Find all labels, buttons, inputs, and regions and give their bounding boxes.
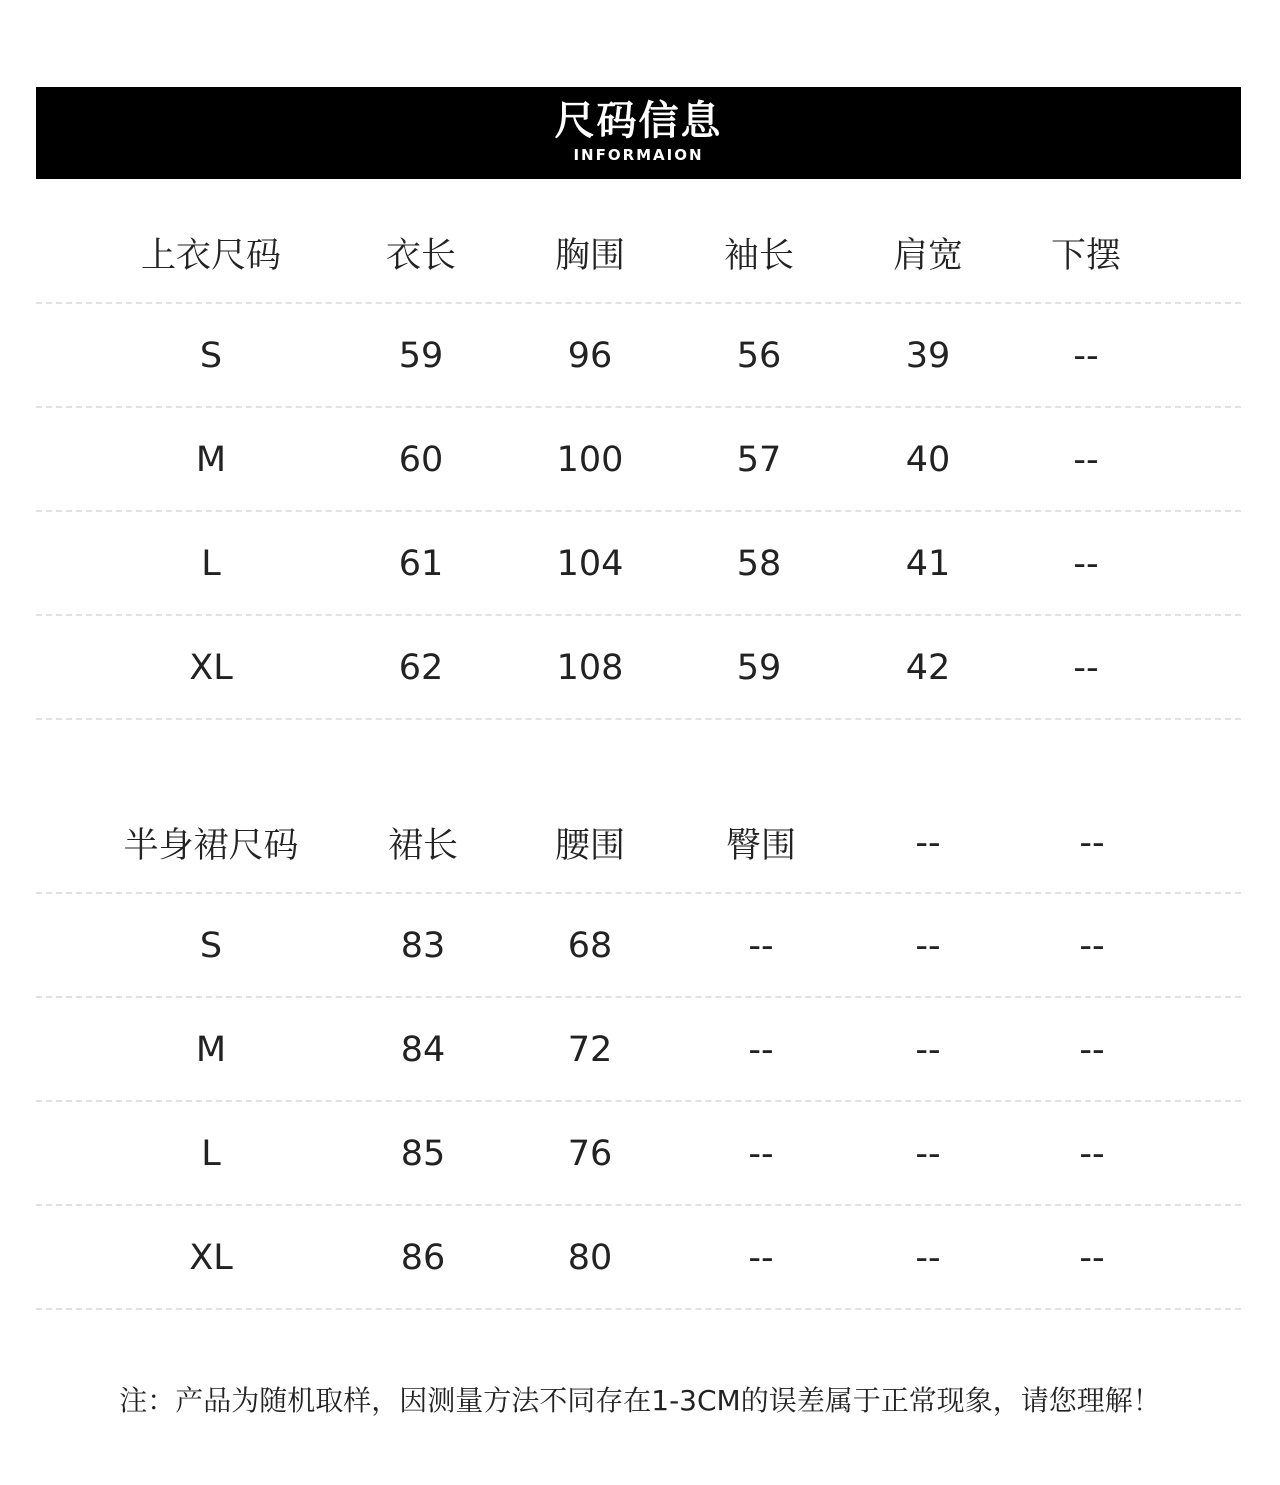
table-cell: -- xyxy=(1079,1134,1105,1174)
banner-subtitle: INFORMAION xyxy=(573,146,704,164)
table-cell: 42 xyxy=(905,648,951,688)
table-cell: -- xyxy=(1079,1030,1105,1070)
table-cell: 61 xyxy=(398,544,444,584)
table-cell: 39 xyxy=(905,336,951,376)
header-cell: -- xyxy=(915,823,941,863)
skirt-size-table xyxy=(36,792,1241,1310)
table-header-row xyxy=(36,202,1241,304)
dashed-divider xyxy=(36,718,1241,720)
table-row xyxy=(36,512,1241,616)
table-cell: -- xyxy=(915,926,941,966)
table-cell: -- xyxy=(748,1030,774,1070)
table-cell: -- xyxy=(748,1238,774,1278)
table-cell: -- xyxy=(1073,440,1099,480)
table-cell: 57 xyxy=(736,440,782,480)
table-row xyxy=(36,894,1241,998)
table-row xyxy=(36,998,1241,1102)
header-cell: 衣长 xyxy=(385,236,456,276)
header-cell: 裙长 xyxy=(387,826,458,866)
table-cell: 62 xyxy=(398,648,444,688)
top-size-table xyxy=(36,202,1241,720)
table-cell: -- xyxy=(1073,648,1099,688)
table-cell: 100 xyxy=(556,440,624,480)
table-cell: -- xyxy=(1079,1238,1105,1278)
header-cell: 肩宽 xyxy=(892,236,963,276)
table-cell: 41 xyxy=(905,544,951,584)
table-header-row xyxy=(36,792,1241,894)
header-cell: 腰围 xyxy=(554,826,625,866)
table-cell: 85 xyxy=(400,1134,446,1174)
table-cell: 108 xyxy=(556,648,624,688)
table-row xyxy=(36,304,1241,408)
header-cell: 半身裙尺码 xyxy=(123,826,299,866)
header-cell: 胸围 xyxy=(554,236,625,276)
header-cell: -- xyxy=(1079,823,1105,863)
table-row xyxy=(36,1102,1241,1206)
dashed-divider xyxy=(36,1308,1241,1310)
table-row xyxy=(36,616,1241,720)
header-cell: 下摆 xyxy=(1050,236,1121,276)
table-cell: L xyxy=(201,544,221,584)
banner-title: 尺码信息 xyxy=(554,98,723,144)
table-cell: 40 xyxy=(905,440,951,480)
table-row xyxy=(36,1206,1241,1310)
table-cell: 58 xyxy=(736,544,782,584)
table-cell: L xyxy=(201,1134,221,1174)
table-cell: M xyxy=(195,1030,227,1070)
table-cell: 56 xyxy=(736,336,782,376)
table-cell: -- xyxy=(915,1238,941,1278)
table-cell: -- xyxy=(915,1134,941,1174)
table-cell: XL xyxy=(189,1238,233,1278)
table-cell: -- xyxy=(748,926,774,966)
table-cell: XL xyxy=(189,648,233,688)
size-info-banner xyxy=(36,87,1241,179)
table-cell: 68 xyxy=(567,926,613,966)
table-cell: S xyxy=(199,336,223,376)
header-cell: 上衣尺码 xyxy=(140,236,281,276)
table-cell: 84 xyxy=(400,1030,446,1070)
table-cell: -- xyxy=(1073,544,1099,584)
header-cell: 袖长 xyxy=(723,236,794,276)
measurement-note: 注：产品为随机取样，因测量方法不同存在1-3CM的误差属于正常现象，请您理解！ xyxy=(119,1384,1161,1417)
table-cell: 59 xyxy=(736,648,782,688)
table-cell: 72 xyxy=(567,1030,613,1070)
header-cell: 臀围 xyxy=(725,826,796,866)
table-cell: -- xyxy=(748,1134,774,1174)
table-cell: -- xyxy=(915,1030,941,1070)
table-cell: -- xyxy=(1073,336,1099,376)
table-cell: 76 xyxy=(567,1134,613,1174)
table-cell: 86 xyxy=(400,1238,446,1278)
table-cell: 96 xyxy=(567,336,613,376)
table-row xyxy=(36,408,1241,512)
table-cell: 80 xyxy=(567,1238,613,1278)
table-cell: 104 xyxy=(556,544,624,584)
table-cell: 60 xyxy=(398,440,444,480)
table-cell: 59 xyxy=(398,336,444,376)
table-cell: M xyxy=(195,440,227,480)
table-cell: S xyxy=(199,926,223,966)
table-cell: 83 xyxy=(400,926,446,966)
table-cell: -- xyxy=(1079,926,1105,966)
